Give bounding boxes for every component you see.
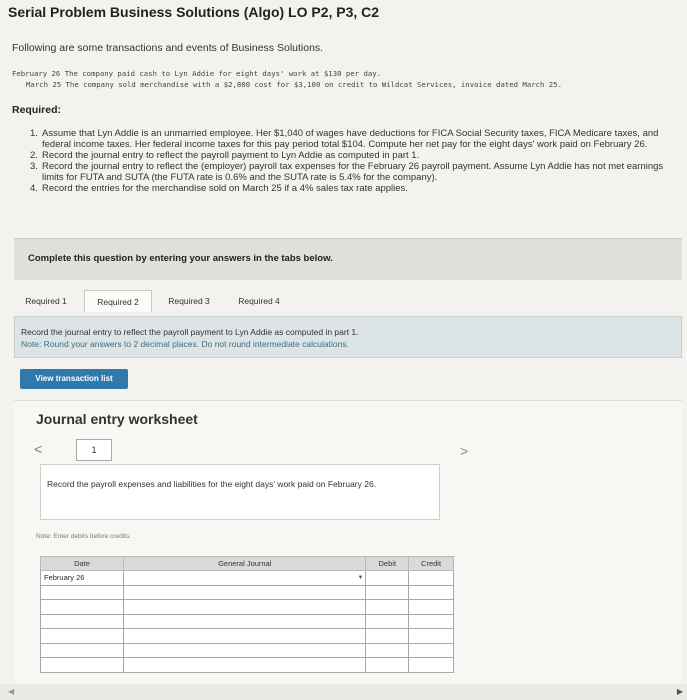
col-date: Date <box>41 557 124 571</box>
worksheet-title: Journal entry worksheet <box>36 411 198 427</box>
transaction-line: March 25 The company sold merchandise with a $2,800 cost for $3,100 on credit to Wildcat Services, invoice dated March 25. <box>26 80 562 89</box>
account-select[interactable] <box>124 585 366 600</box>
date-cell <box>41 658 124 673</box>
credit-input[interactable] <box>409 614 454 629</box>
table-row <box>41 629 454 644</box>
required-item-text: Assume that Lyn Addie is an unmarried employee. Her $1,040 of wages have deductions for FICA Social Security taxes, FICA Medicare taxes, and federal income taxes. Her federal income taxes for this pay period total $104. Compute her net pay for the eight days' work paid on February 26. <box>42 128 659 150</box>
required-item <box>30 183 680 194</box>
page-number-box[interactable]: 1 <box>76 439 112 461</box>
required-item-number: 3. <box>30 161 38 172</box>
required-item-number: 2. <box>30 150 38 161</box>
account-select[interactable] <box>124 571 366 586</box>
date-cell <box>41 585 124 600</box>
required-list <box>30 128 680 194</box>
credit-input[interactable] <box>409 658 454 673</box>
account-select[interactable] <box>124 629 366 644</box>
tab-required-2[interactable]: Required 2 <box>84 290 152 312</box>
col-general-journal: General Journal <box>124 557 366 571</box>
account-select[interactable] <box>124 600 366 615</box>
table-row <box>41 600 454 615</box>
col-debit: Debit <box>366 557 409 571</box>
instruction-text: Record the journal entry to reflect the payroll payment to Lyn Addie as computed in part 1. <box>21 327 359 337</box>
entry-description-box <box>40 464 440 520</box>
required-item <box>30 150 680 161</box>
entry-description: Record the payroll expenses and liabilities for the eight days' work paid on February 26. <box>47 479 377 489</box>
view-transaction-list-button[interactable]: View transaction list <box>20 369 128 389</box>
date-cell <box>41 643 124 658</box>
col-credit: Credit <box>409 557 454 571</box>
required-item-number: 4. <box>30 183 38 194</box>
dropdown-arrow-icon[interactable]: ▼ <box>357 575 364 581</box>
chevron-left-icon[interactable]: < <box>34 441 43 457</box>
tab-required-1[interactable]: Required 1 <box>25 296 67 306</box>
table-row <box>41 585 454 600</box>
debit-input[interactable] <box>366 585 409 600</box>
journal-table <box>40 556 454 673</box>
debit-input[interactable] <box>366 571 409 586</box>
debit-input[interactable] <box>366 643 409 658</box>
chevron-right-icon[interactable]: > <box>460 443 469 459</box>
account-select[interactable] <box>124 614 366 629</box>
tab-required-4[interactable]: Required 4 <box>238 296 280 306</box>
complete-banner <box>14 238 682 280</box>
account-select[interactable] <box>124 643 366 658</box>
debit-input[interactable] <box>366 600 409 615</box>
debit-input[interactable] <box>366 629 409 644</box>
required-heading: Required: <box>12 104 62 116</box>
complete-text: Complete this question by entering your answers in the tabs below. <box>28 253 333 264</box>
date-cell: February 26 <box>41 571 124 586</box>
account-select[interactable] <box>124 658 366 673</box>
required-item-text: Record the entries for the merchandise sold on March 25 if a 4% sales tax rate applies. <box>42 183 408 194</box>
credit-input[interactable] <box>409 629 454 644</box>
instruction-panel <box>14 316 682 358</box>
debits-note: Note: Enter debits before credits. <box>36 533 132 540</box>
required-item <box>30 161 680 183</box>
table-row <box>41 643 454 658</box>
credit-input[interactable] <box>409 585 454 600</box>
transactions-block <box>12 68 562 90</box>
journal-worksheet <box>14 400 682 700</box>
required-item-text: Record the journal entry to reflect the payroll payment to Lyn Addie as computed in part 1. <box>42 150 420 161</box>
tab-required-3[interactable]: Required 3 <box>168 296 210 306</box>
instruction-note: Note: Round your answers to 2 decimal places. Do not round intermediate calculations. <box>21 339 349 349</box>
credit-input[interactable] <box>409 643 454 658</box>
required-item-number: 1. <box>30 128 38 139</box>
horizontal-scrollbar[interactable] <box>0 684 687 700</box>
table-row <box>41 614 454 629</box>
required-item <box>30 128 680 150</box>
intro-text: Following are some transactions and events of Business Solutions. <box>12 42 324 54</box>
date-cell <box>41 629 124 644</box>
table-row <box>41 658 454 673</box>
scroll-right-icon[interactable]: ▶ <box>676 687 683 696</box>
credit-input[interactable] <box>409 600 454 615</box>
transaction-line: February 26 The company paid cash to Lyn Addie for eight days' work at $130 per day. <box>12 69 382 78</box>
date-cell <box>41 600 124 615</box>
scroll-left-icon[interactable]: ◀ <box>8 687 15 696</box>
debit-input[interactable] <box>366 614 409 629</box>
page-title: Serial Problem Business Solutions (Algo) LO P2, P3, C2 <box>8 4 380 20</box>
date-cell <box>41 614 124 629</box>
credit-input[interactable] <box>409 571 454 586</box>
debit-input[interactable] <box>366 658 409 673</box>
required-item-text: Record the journal entry to reflect the (employer) payroll tax expenses for the February 26 payroll payment. Assume Lyn Addie has not met earnings limits for FUTA and SUTA (the FUTA rate is 0.6% and the SUTA rate is 5.4% for the company). <box>42 161 664 183</box>
table-row <box>41 571 454 586</box>
